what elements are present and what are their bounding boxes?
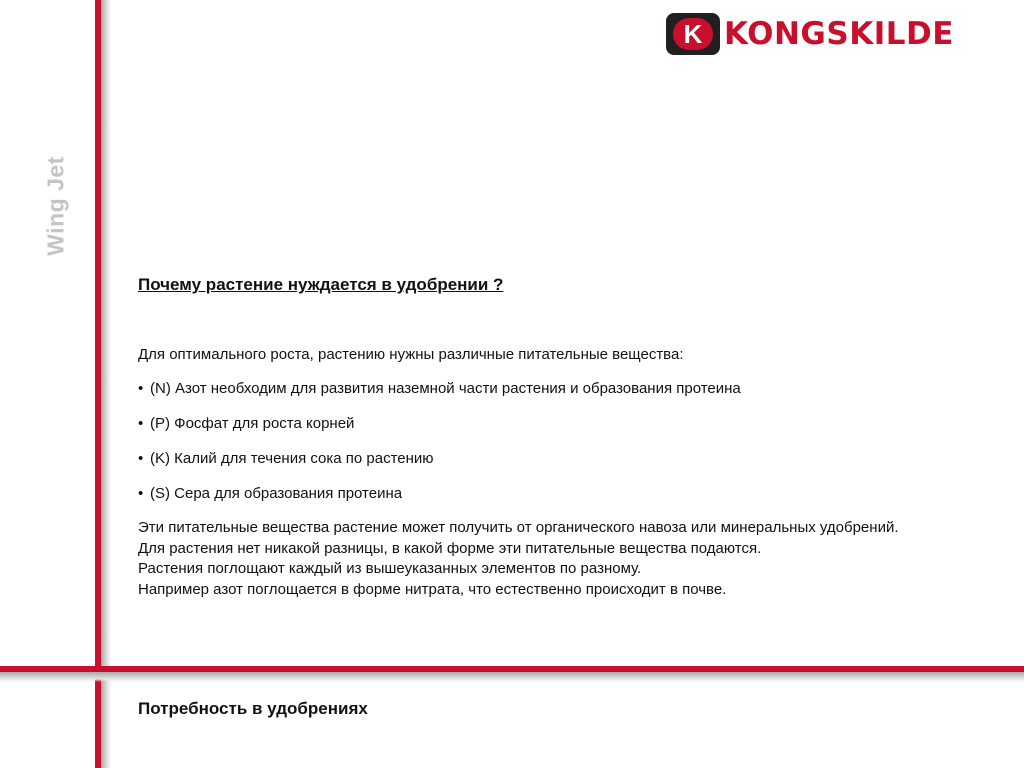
list-item — [138, 379, 741, 414]
nutrient-list — [138, 379, 741, 519]
logo-mark-letter: K — [673, 18, 713, 50]
paragraph-line: Например азот поглощается в форме нитрата, что естественно происходит в почве. — [138, 580, 727, 598]
footer-section-title: Потребность в удобрениях — [138, 699, 368, 718]
paragraph-line: Растения поглощают каждый из вышеуказанных элементов по разному. — [138, 560, 642, 577]
list-item-text: (N) Азот необходим для развития наземной части растения и образования протеина — [150, 380, 741, 397]
vertical-rule-shadow — [101, 0, 111, 768]
bullet-icon: • — [138, 450, 144, 467]
bullet-icon: • — [138, 415, 144, 432]
product-name-vertical: Wing Jet — [42, 156, 69, 256]
kongskilde-logo-icon — [666, 13, 720, 55]
list-item-text: (S) Сера для образования протеина — [150, 485, 403, 502]
list-item-text: (P) Фосфат для роста корней — [150, 415, 355, 432]
list-item — [138, 449, 741, 484]
bullet-icon: • — [138, 485, 144, 502]
logo-wordmark: KONGSKILDE — [724, 15, 954, 52]
explanation-paragraph — [138, 518, 928, 600]
kongskilde-logo — [666, 13, 954, 55]
slide-title: Почему растение нуждается в удобрении ? — [138, 275, 504, 294]
list-item-text: (K) Калий для течения сока по растению — [150, 450, 434, 467]
horizontal-rule-shadow — [0, 672, 1024, 682]
list-item — [138, 484, 741, 519]
bullet-icon: • — [138, 380, 144, 397]
list-item — [138, 414, 741, 449]
paragraph-line: Эти питательные вещества растение может получить от органического навоза или минеральных удобрений. Для растения нет никакой разницы, в какой форме эти питательные вещества подаются. — [138, 519, 899, 557]
intro-text: Для оптимального роста, растению нужны различные питательные вещества: — [138, 346, 684, 363]
